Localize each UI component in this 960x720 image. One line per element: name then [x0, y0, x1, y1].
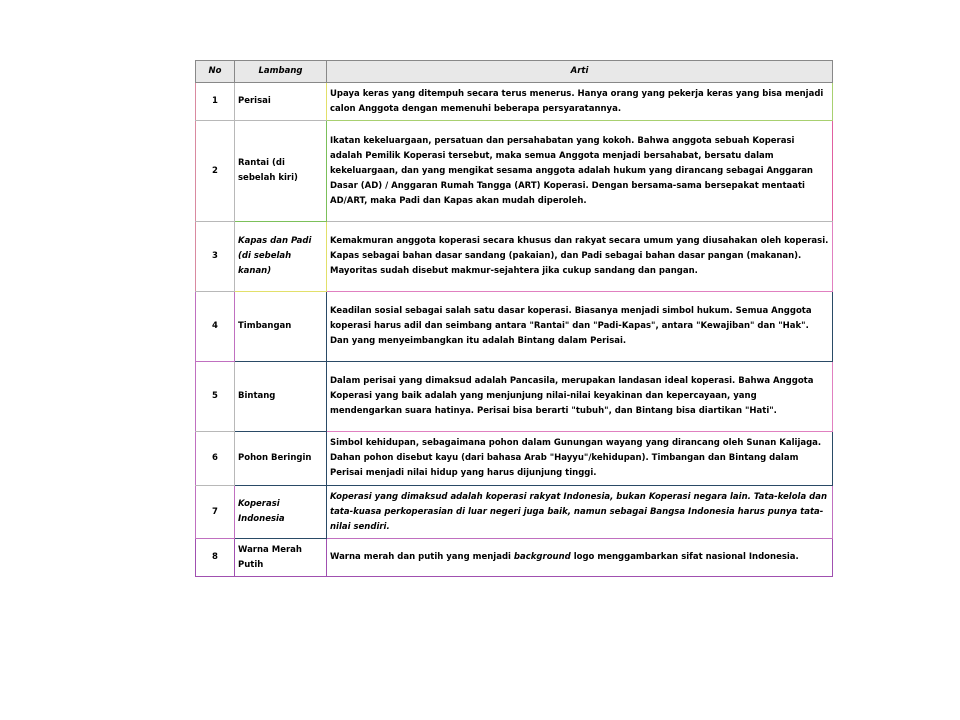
row-number: 7 — [196, 486, 235, 539]
row-arti: Dalam perisai yang dimaksud adalah Pancasila, merupakan landasan ideal koperasi. Bahwa Anggota Koperasi yang baik adalah yang menjunjung nilai-nilai keyakinan dan kepercayaan, yang mendengarkan suara hatinya. Perisai bisa berarti "tubuh", dan Bintang bisa diartikan "Hati". — [327, 362, 833, 432]
arti-text-before: Warna merah dan putih yang menjadi — [330, 552, 514, 562]
row-arti: Upaya keras yang ditempuh secara terus menerus. Hanya orang yang pekerja keras yang bisa menjadi calon Anggota dengan memenuhi beberapa persyaratannya. — [327, 83, 833, 121]
table-header-row — [196, 61, 833, 83]
row-lambang: Perisai — [235, 83, 327, 121]
row-lambang: Warna Merah Putih — [235, 539, 327, 577]
table-row — [196, 222, 833, 292]
row-lambang: Koperasi Indonesia — [235, 486, 327, 539]
row-lambang: Timbangan — [235, 292, 327, 362]
row-number: 1 — [196, 83, 235, 121]
header-lambang: Lambang — [235, 61, 327, 83]
row-arti: Koperasi yang dimaksud adalah koperasi rakyat Indonesia, bukan Koperasi negara lain. Tata-kelola dan tata-kuasa perkoperasian di luar negeri juga baik, namun sebagai Bangsa Indonesia harus punya tata-nilai sendiri. — [327, 486, 833, 539]
row-arti: Ikatan kekeluargaan, persatuan dan persahabatan yang kokoh. Bahwa anggota sebuah Koperasi adalah Pemilik Koperasi tersebut, maka semua Anggota menjadi bersahabat, bersatu dalam kekeluargaan, dan yang mengikat sesama anggota adalah hukum yang dirancang sebagai Anggaran Dasar (AD) / Anggaran Rumah Tangga (ART) Koperasi. Dengan bersama-sama bersepakat mentaati AD/ART, maka Padi dan Kapas akan mudah diperoleh. — [327, 121, 833, 222]
table-row — [196, 292, 833, 362]
row-number: 3 — [196, 222, 235, 292]
row-number: 4 — [196, 292, 235, 362]
row-arti — [327, 539, 833, 577]
row-number: 8 — [196, 539, 235, 577]
row-number: 6 — [196, 432, 235, 486]
table-row — [196, 83, 833, 121]
row-lambang: Pohon Beringin — [235, 432, 327, 486]
arti-text-emphasis: background — [513, 552, 571, 562]
lambang-koperasi-table — [195, 60, 833, 577]
row-arti: Keadilan sosial sebagai salah satu dasar koperasi. Biasanya menjadi simbol hukum. Semua Anggota koperasi harus adil dan seimbang antara "Rantai" dan "Padi-Kapas", antara "Kewajiban" dan "Hak". Dan yang menyeimbangkan itu adalah Bintang dalam Perisai. — [327, 292, 833, 362]
row-number: 5 — [196, 362, 235, 432]
table-row — [196, 362, 833, 432]
table-row — [196, 539, 833, 577]
row-arti: Kemakmuran anggota koperasi secara khusus dan rakyat secara umum yang diusahakan oleh koperasi. Kapas sebagai bahan dasar sandang (pakaian), dan Padi sebagai bahan dasar pangan (makanan). Mayoritas sudah disebut makmur-sejahtera jika cukup sandang dan pangan. — [327, 222, 833, 292]
row-lambang: Bintang — [235, 362, 327, 432]
row-number: 2 — [196, 121, 235, 222]
table-row — [196, 121, 833, 222]
table-row — [196, 486, 833, 539]
row-lambang: Kapas dan Padi (di sebelah kanan) — [235, 222, 327, 292]
header-arti: Arti — [327, 61, 833, 83]
row-arti: Simbol kehidupan, sebagaimana pohon dalam Gunungan wayang yang dirancang oleh Sunan Kalijaga. Dahan pohon disebut kayu (dari bahasa Arab "Hayyu"/kehidupan). Timbangan dan Bintang dalam Perisai menjadi nilai hidup yang harus dijunjung tinggi. — [327, 432, 833, 486]
arti-text-after: logo menggambarkan sifat nasional Indonesia. — [570, 552, 799, 562]
row-lambang: Rantai (di sebelah kiri) — [235, 121, 327, 222]
table-row — [196, 432, 833, 486]
header-no: No — [196, 61, 235, 83]
